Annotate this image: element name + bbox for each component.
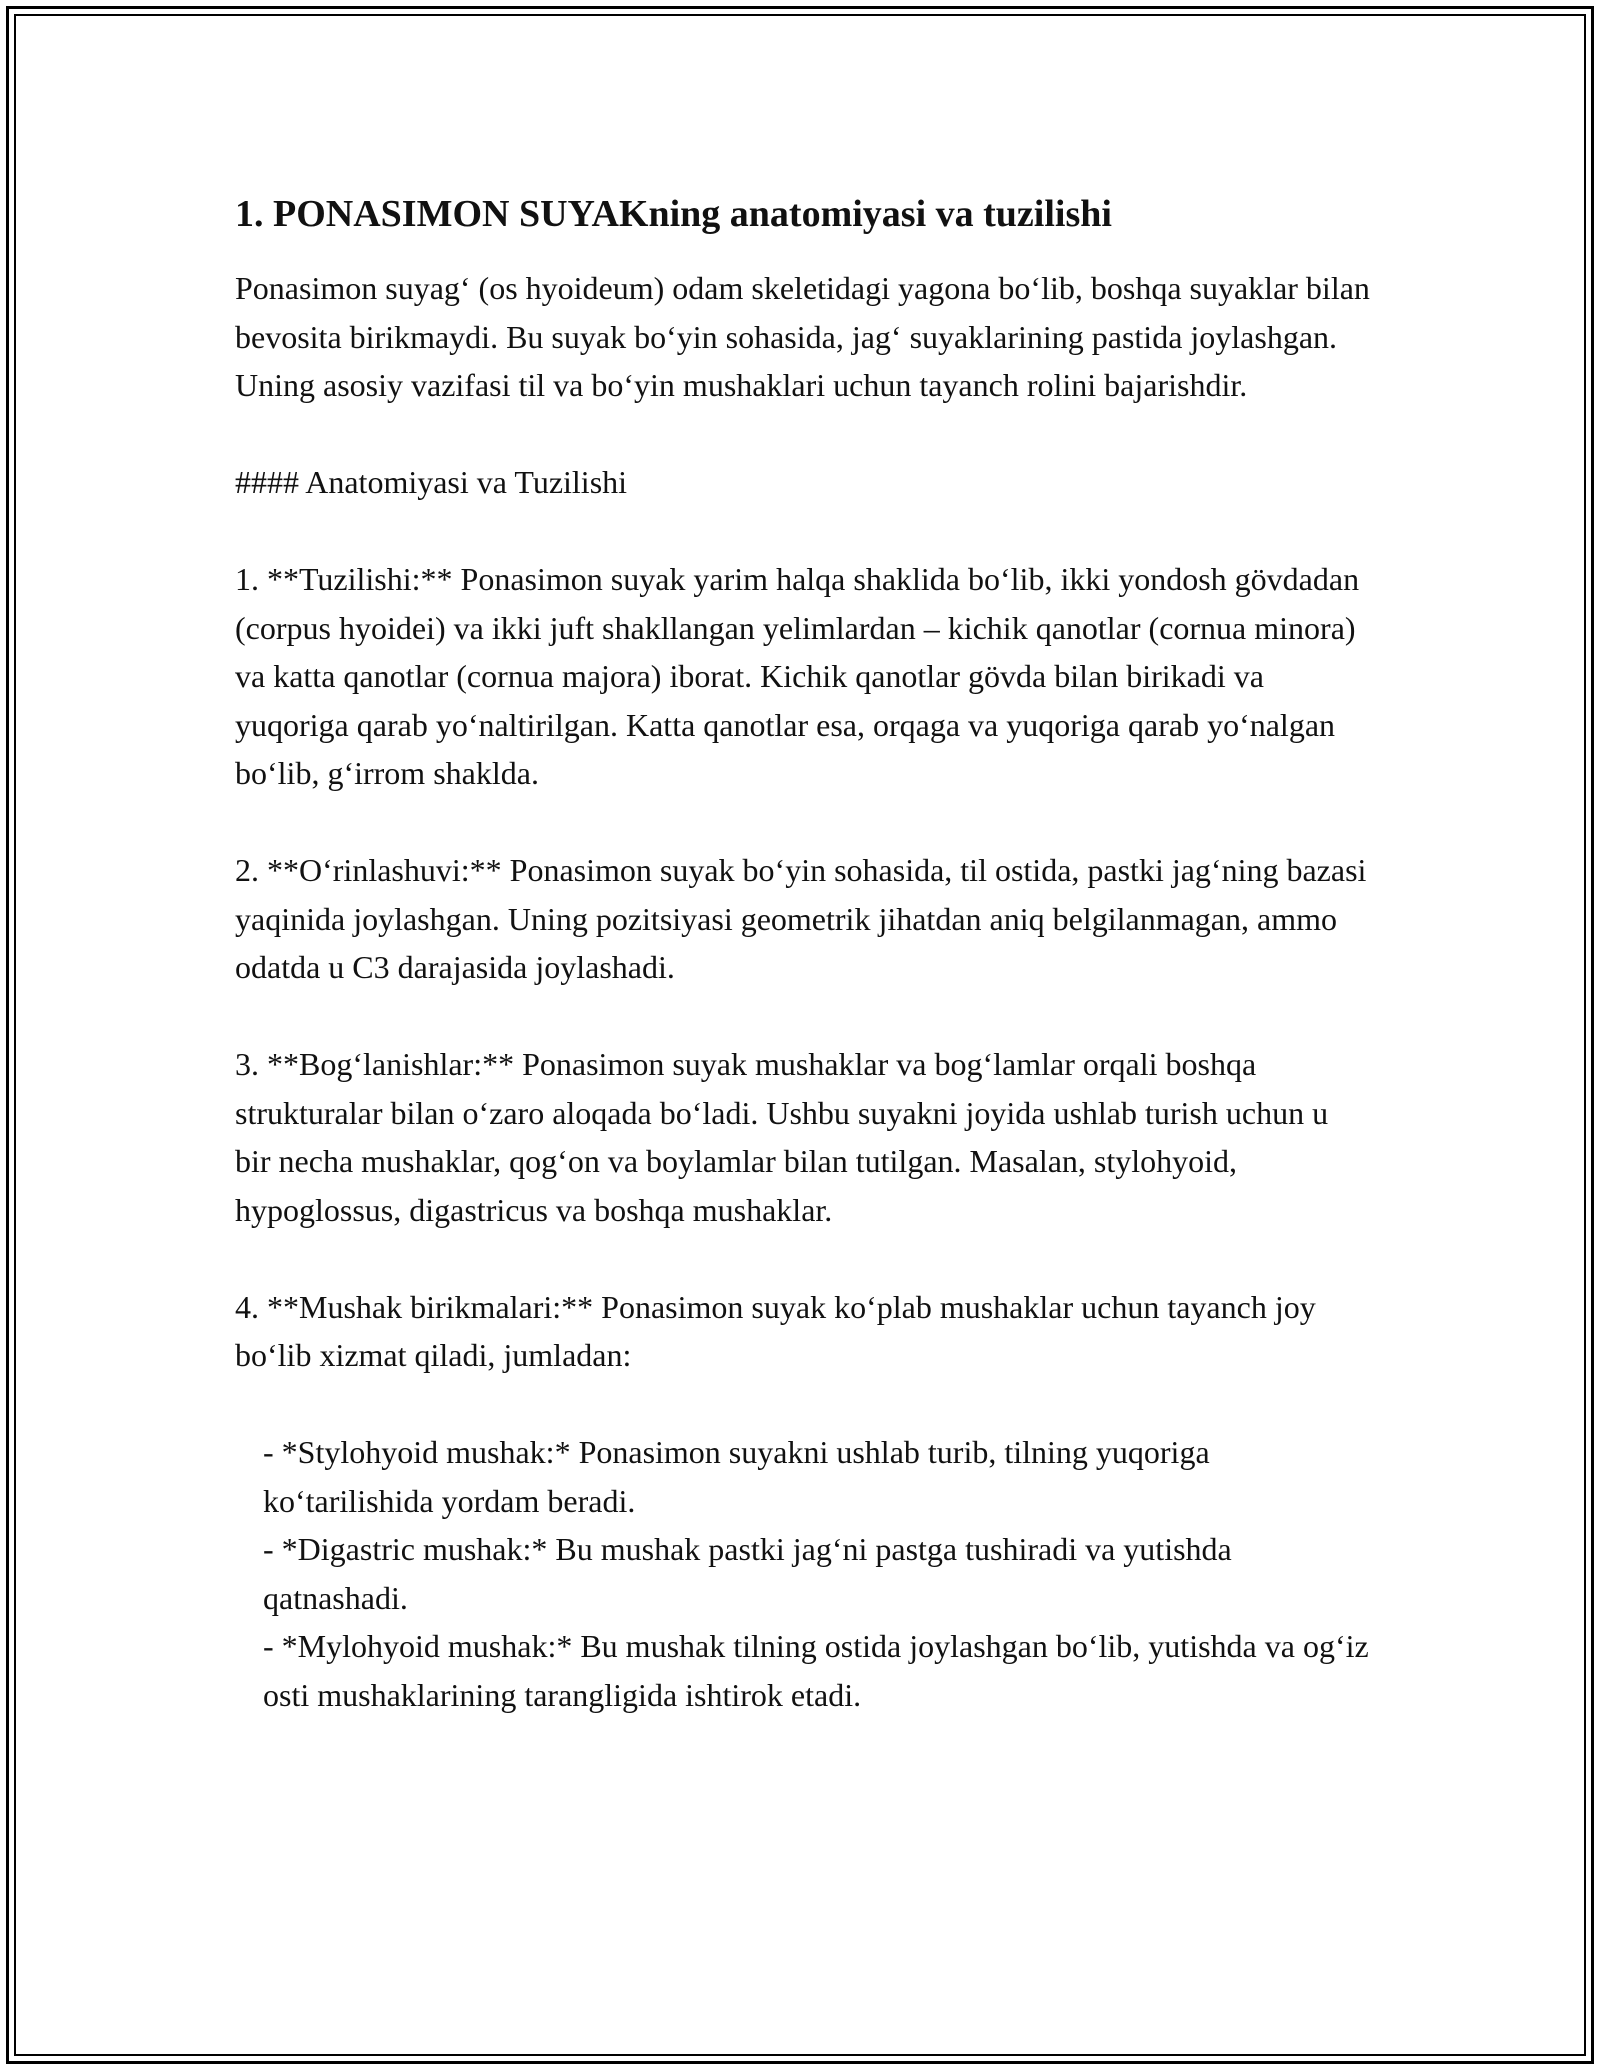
spacer [235, 1234, 1370, 1283]
list-item-muscle-attachments: 4. **Mushak birikmalari:** Ponasimon suyak ko‘plab mushaklar uchun tayanch joy bo‘lib xizmat qiladi, jumladan: [235, 1288, 1316, 1373]
sub-item-digastric: - *Digastric mushak:* Bu mushak pastki jag‘ni pastga tushiradi va yutishda qatnashadi. [263, 1531, 1232, 1616]
intro-paragraph: Ponasimon suyag‘ (os hyoideum) odam skeletidagi yagona bo‘lib, boshqa suyaklar bilan bevosita birikmaydi. Bu suyak bo‘yin sohasida, jag‘ suyaklarining pastida joylashgan. Uning asosiy vazifasi til va bo‘yin mushaklari uchun tayanch rolini bajarishdir. [235, 270, 1370, 403]
list-item-structure: 1. **Tuzilishi:** Ponasimon suyak yarim halqa shaklida bo‘lib, ikki yondosh gövdadan (corpus hyoidei) va ikki juft shakllangan yelimlardan – kichik qanotlar (cornua minora) va katta qanotlar (cornua majora) iborat. Kichik qanotlar gövda bilan birikadi va yuqoriga qarab yo‘naltirilgan. Katta qanotlar esa, orqaga va yuqoriga qarab yo‘nalgan bo‘lib, g‘irrom shaklda. [235, 561, 1360, 791]
spacer [235, 992, 1370, 1041]
sub-item-mylohyoid: - *Mylohyoid mushak:* Bu mushak tilning ostida joylashgan bo‘lib, yutishda va og‘iz osti mushaklarining tarangligida ishtirok etadi. [263, 1628, 1369, 1713]
list-item-connections: 3. **Bog‘lanishlar:** Ponasimon suyak mushaklar va bog‘lamlar orqali boshqa strukturalar bilan o‘zaro aloqada bo‘ladi. Ushbu suyakni joyida ushlab turish uchun u bir necha mushaklar, qog‘on va boylamlar bilan tutilgan. Masalan, stylohyoid, hypoglossus, digastricus va boshqa mushaklar. [235, 1046, 1329, 1228]
sub-item-stylohyoid: - *Stylohyoid mushak:* Ponasimon suyakni ushlab turib, tilning yuqoriga ko‘tarilishida yordam beradi. [263, 1434, 1210, 1519]
spacer [235, 507, 1370, 556]
section-subheading: #### Anatomiyasi va Tuzilishi [235, 464, 628, 500]
spacer [235, 798, 1370, 847]
document-heading: 1. PONASIMON SUYAKning anatomiyasi va tuzilishi [235, 193, 1112, 235]
document-body [235, 186, 1370, 1719]
spacer [235, 410, 1370, 459]
spacer [235, 1380, 1370, 1429]
list-item-location: 2. **O‘rinlashuvi:** Ponasimon suyak bo‘yin sohasida, til ostida, pastki jag‘ning bazasi yaqinida joylashgan. Uning pozitsiyasi geometrik jihatdan aniq belgilanmagan, ammo odatda u C3 darajasida joylashadi. [235, 852, 1367, 985]
